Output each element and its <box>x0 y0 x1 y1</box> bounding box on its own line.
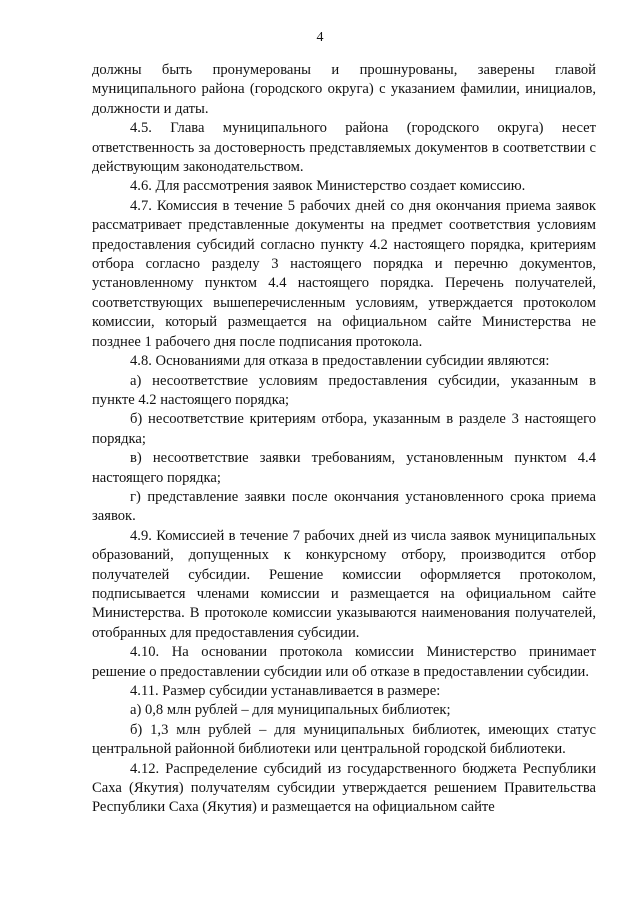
paragraph-4-5: 4.5. Глава муниципального района (городского округа) несет ответственность за достоверность представляемых документов в соответствии с действующим законодательством. <box>92 120 596 176</box>
list-item-b-amount: б) 1,3 млн рублей – для муниципальных библиотек, имеющих статус центральной районной библиотеки или центральной городской библиотеки. <box>92 721 596 758</box>
list-item-a: а) несоответствие условиям предоставления субсидии, указанным в пункте 4.2 настоящего порядка; <box>92 372 596 408</box>
paragraph-4-10: 4.10. На основании протокола комиссии Министерство принимает решение о предоставлении субсидии или об отказе в предоставлении субсидии. <box>92 644 596 680</box>
page-number: 4 <box>316 30 324 45</box>
paragraph-4-12: 4.12. Распределение субсидий из государственного бюджета Республики Саха (Якутия) получателям субсидии утверждается решением Правительства Республики Саха (Якутия) и размещается на официальном сайте <box>92 760 596 816</box>
paragraph-4-9: 4.9. Комиссией в течение 7 рабочих дней из числа заявок муниципальных образований, допущенных к конкурсному отбору, производится отбор получателей субсидии. Решение комиссии оформляется протоколом, подписывается членами комиссии и размещается на официальном сайте Министерства. В протоколе комиссии указываются наименования получателей, отобранных для предоставления субсидии. <box>92 527 596 641</box>
list-item-a-amount: а) 0,8 млн рублей – для муниципальных библиотек; <box>130 702 451 719</box>
paragraph-4-6: 4.6. Для рассмотрения заявок Министерство создает комиссию. <box>130 178 526 195</box>
paragraph-continuation: должны быть пронумерованы и прошнурованы, заверены главой муниципального района (городского округа) с указанием фамилии, инициалов, должности и даты. <box>92 62 596 117</box>
paragraph-4-7: 4.7. Комиссия в течение 5 рабочих дней со дня окончания приема заявок рассматривает представленные документы на предмет соответствия условиям предоставления субсидий согласно пункту 4.2 настоящего порядка, критериям отбора согласно разделу 3 настоящего порядка и перечню документов, установленному пунктом 4.4 настоящего порядка. Перечень получателей, соответствующих вышеперечисленным условиям, утверждается протоколом комиссии, который размещается на официальном сайте Министерства не позднее 1 рабочего дня после подписания протокола. <box>92 197 596 350</box>
list-item-b: б) несоответствие критериям отбора, указанным в разделе 3 настоящего порядка; <box>92 411 596 447</box>
paragraph-4-8: 4.8. Основаниями для отказа в предоставлении субсидии являются: <box>130 353 550 370</box>
document-body <box>92 61 596 818</box>
list-item-g: г) представление заявки после окончания установленного срока приема заявок. <box>92 488 596 525</box>
paragraph-4-11: 4.11. Размер субсидии устанавливается в размере: <box>130 683 441 699</box>
list-item-v: в) несоответствие заявки требованиям, установленным пунктом 4.4 настоящего порядка; <box>92 450 596 486</box>
